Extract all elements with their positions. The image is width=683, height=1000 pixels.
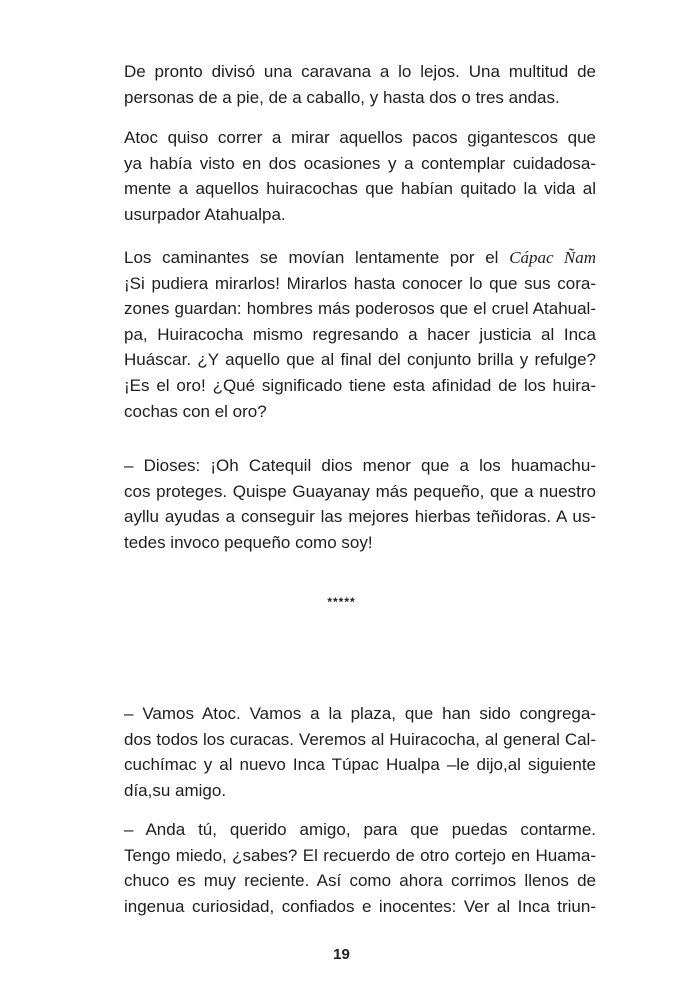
paragraph-caravana [124, 59, 596, 110]
page-number: 19 [333, 946, 350, 963]
text-line: pa, Huiracocha mismo regresando a hacer justicia al Inca [124, 324, 596, 344]
text-line: cuchímac y al nuevo Inca Túpac Hualpa –le dijo,al siguiente [124, 755, 596, 775]
text-line: chuco es muy reciente. Así como ahora corrimos llenos de [124, 871, 596, 891]
text-line: Tengo miedo, ¿sabes? El recuerdo de otro cortejo en Huama- [124, 845, 596, 865]
text-line: mente a aquellos huiracochas que habían quitado la vida al [124, 179, 596, 199]
paragraph-caminantes [124, 245, 596, 424]
text-line: tedes invoco pequeño como soy! [124, 532, 373, 552]
text-line: dos todos los curacas. Veremos al Huiracocha, al general Cal- [124, 729, 596, 749]
text-line: De pronto divisó una caravana a lo lejos. Una multitud de [124, 62, 596, 81]
paragraph-atoc [124, 125, 596, 227]
text-line: ¡Es el oro! ¿Qué significado tiene esta afinidad de los huira- [124, 375, 596, 395]
text-line: Huáscar. ¿Y aquello que al final del conjunto brilla y refulge? [124, 350, 596, 370]
paragraph-dioses [124, 453, 596, 555]
text-line: día,su amigo. [124, 780, 227, 800]
text-line: ¡Si pudiera mirarlos! Mirarlos hasta conocer lo que sus cora- [124, 273, 596, 293]
text-line: ayllu ayudas a conseguir las mejores hierbas teñidoras. A us- [124, 507, 596, 527]
text-line: Atoc quiso correr a mirar aquellos pacos gigantescos que [124, 128, 596, 147]
italic-term: Cápac Ñam [509, 248, 596, 267]
text-line: – Vamos Atoc. Vamos a la plaza, que han sido congrega- [124, 704, 596, 723]
section-separator: ***** [327, 595, 356, 609]
paragraph-vamos [124, 701, 596, 803]
text-line: Los caminantes se movían lentamente por el Cápac Ñam [124, 248, 596, 267]
text-line: – Dioses: ¡Oh Catequil dios menor que a los huamachu- [124, 456, 596, 475]
text-line: ingenua curiosidad, confiados e inocentes: Ver al Inca triun- [124, 896, 596, 916]
text-line: cos proteges. Quispe Guayanay más pequeño, que a nuestro [124, 481, 596, 501]
paragraph-anda [124, 817, 596, 919]
text-line: – Anda tú, querido amigo, para que puedas contarme. [124, 820, 596, 839]
text-line: cochas con el oro? [124, 401, 267, 421]
text-line: personas de a pie, de a caballo, y hasta dos o tres andas. [124, 87, 560, 107]
text-line: usurpador Atahualpa. [124, 204, 286, 224]
text-line: ya había visto en dos ocasiones y a contemplar cuidadosa- [124, 153, 596, 173]
text-line: zones guardan: hombres más poderosos que el cruel Atahual- [124, 299, 596, 319]
